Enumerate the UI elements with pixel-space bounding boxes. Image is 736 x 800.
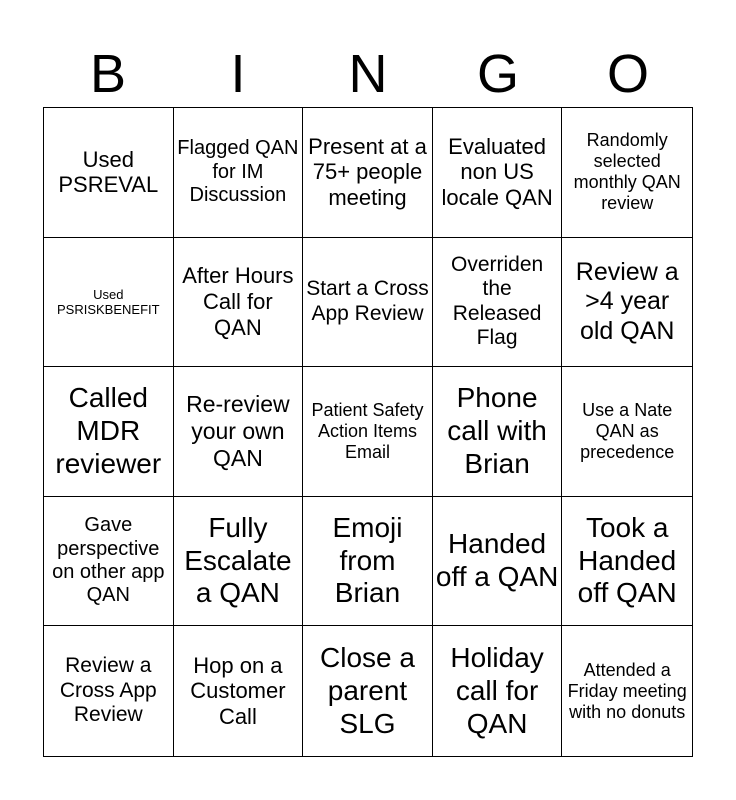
bingo-cell[interactable]: Phone call with Brian	[433, 367, 563, 497]
bingo-cell[interactable]: Flagged QAN for IM Discussion	[174, 108, 304, 238]
bingo-cell[interactable]: After Hours Call for QAN	[174, 238, 304, 368]
bingo-cell[interactable]: Present at a 75+ people meeting	[303, 108, 433, 238]
header-letter-n: N	[348, 44, 388, 104]
bingo-cell[interactable]: Used PSREVAL	[44, 108, 174, 238]
bingo-cell[interactable]: Fully Escalate a QAN	[174, 497, 304, 627]
bingo-cell[interactable]: Randomly selected monthly QAN review	[562, 108, 692, 238]
bingo-cell[interactable]: Close a parent SLG	[303, 626, 433, 756]
header-letter-o: O	[606, 44, 649, 104]
bingo-board	[43, 107, 693, 757]
header-letter-g: G	[476, 44, 519, 104]
bingo-cell[interactable]: Attended a Friday meeting with no donuts	[567, 659, 687, 722]
bingo-cell[interactable]: Used PSRISKBENEFIT	[44, 238, 174, 368]
header-letter-b: B	[89, 44, 127, 104]
bingo-cell[interactable]: Called MDR reviewer	[44, 367, 174, 497]
bingo-cell[interactable]: Emoji from Brian	[303, 497, 433, 627]
bingo-cell[interactable]: Handed off a QAN	[433, 497, 563, 627]
bingo-cell[interactable]: Evaluated non US locale QAN	[433, 108, 563, 238]
bingo-cell[interactable]: Patient Safety Action Items Email	[303, 367, 433, 497]
bingo-cell[interactable]: Start a Cross App Review	[303, 238, 433, 368]
bingo-header	[43, 40, 693, 108]
bingo-cell[interactable]: Review a Cross App Review	[44, 626, 174, 756]
bingo-cell[interactable]: Took a Handed off QAN	[562, 497, 692, 627]
bingo-cell[interactable]: Overriden the Released Flag	[433, 238, 563, 368]
bingo-cell[interactable]: Holiday call for QAN	[433, 626, 563, 756]
bingo-cell[interactable]: Hop on a Customer Call	[174, 626, 304, 756]
bingo-cell[interactable]: Review a >4 year old QAN	[562, 238, 692, 368]
bingo-cell[interactable]: Use a Nate QAN as precedence	[562, 367, 692, 497]
bingo-cell[interactable]: Re-review your own QAN	[174, 367, 304, 497]
bingo-cell[interactable]: Gave perspective on other app QAN	[44, 497, 174, 627]
header-letter-i: I	[230, 44, 246, 104]
